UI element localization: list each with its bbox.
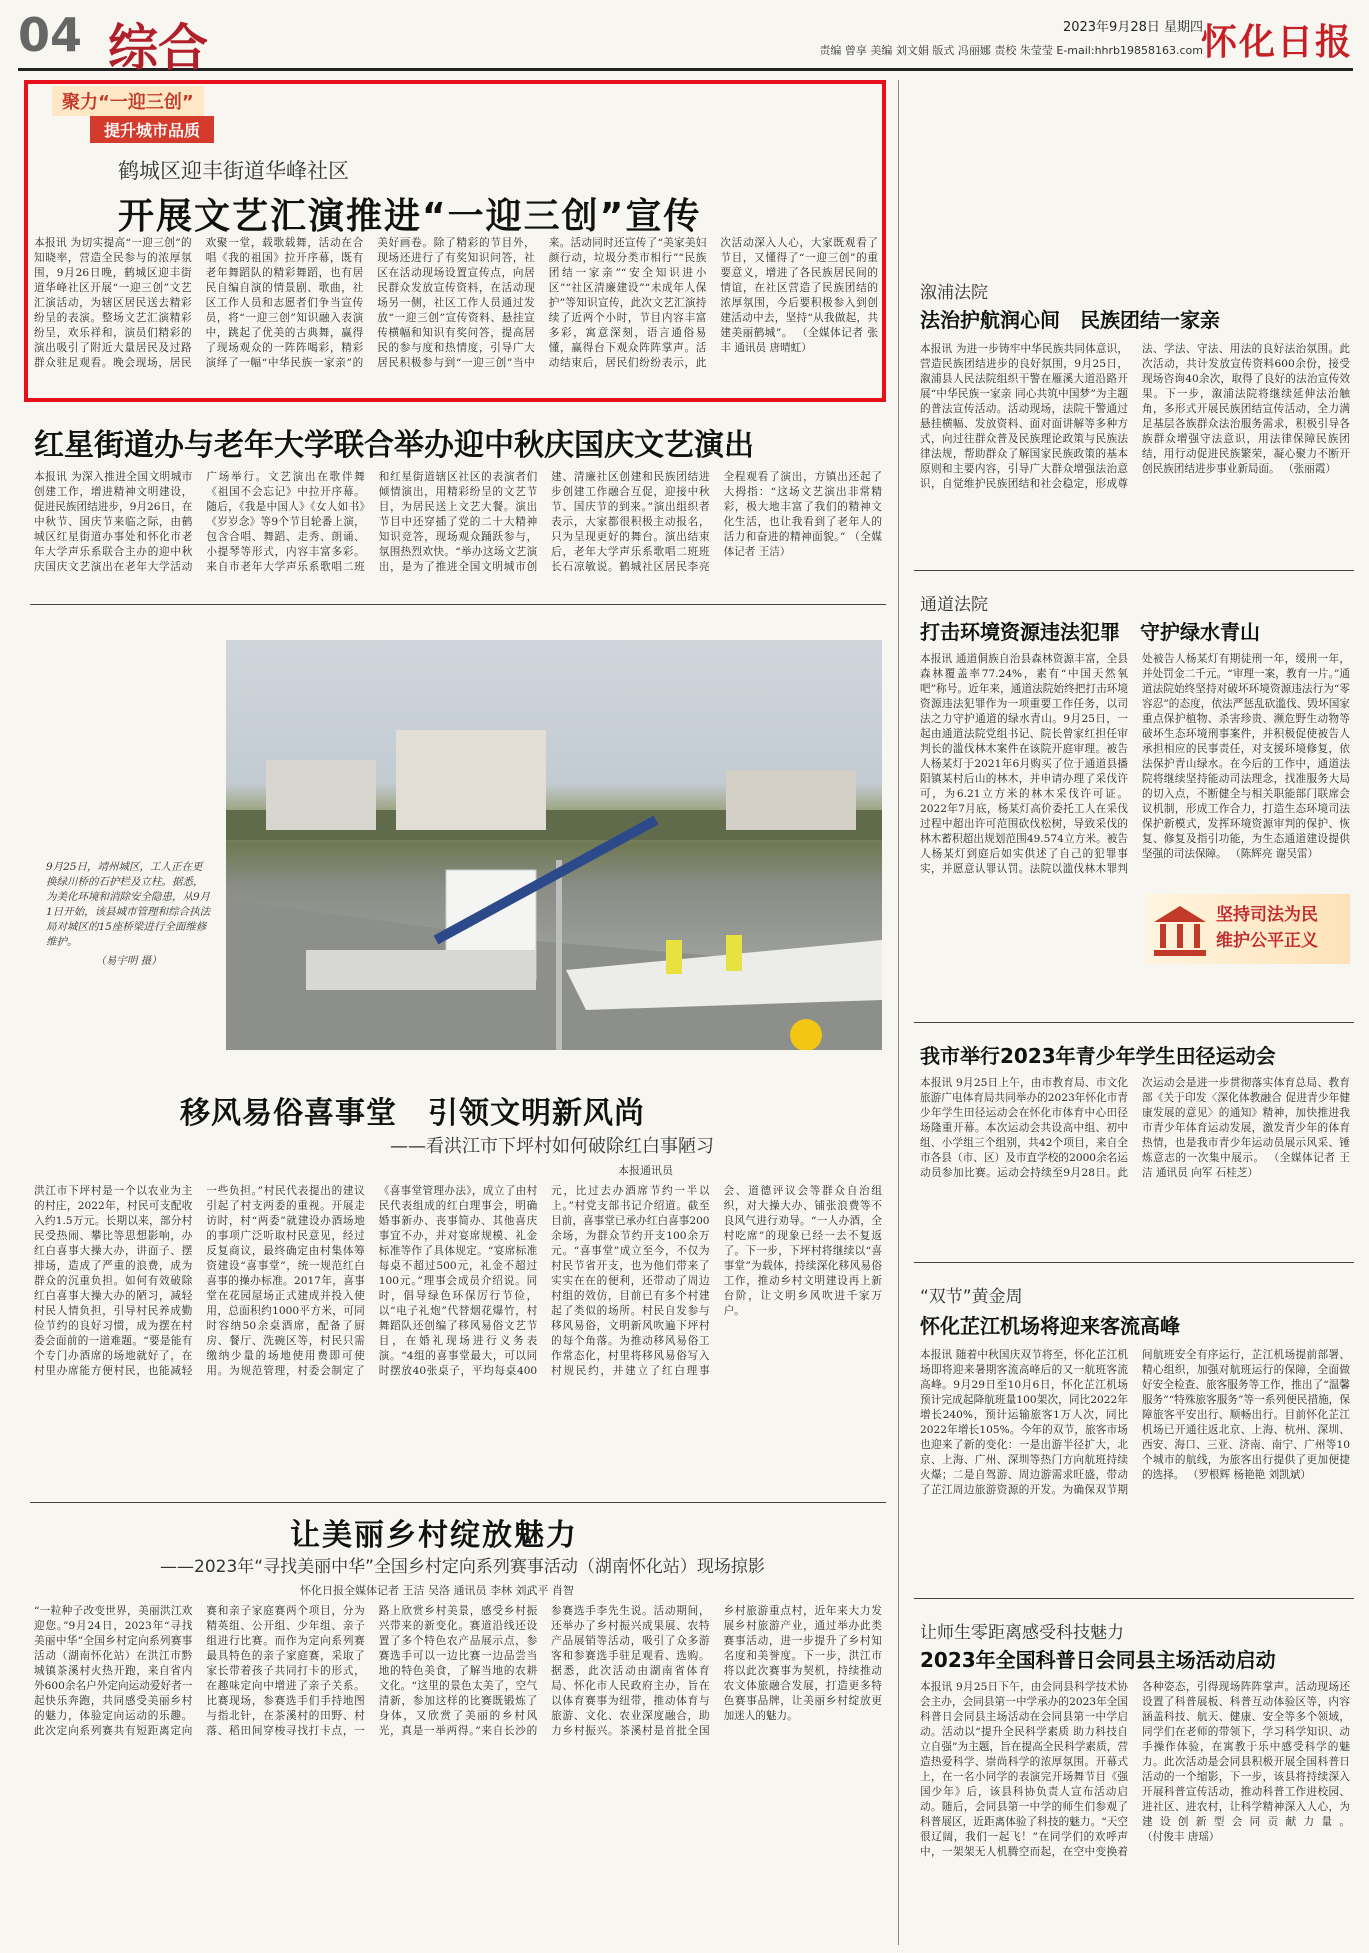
article-2-text: 本报讯 为深入推进全国文明城市创建工作，增进精神文明建设，促进民族团结进步，9月26日，在中秋节、国庆节来临之际，由鹤城区红星街道办事处和怀化市老年大学声乐系联合主办的迎中秋庆国庆文艺演出在老年大学活动广场举行。文艺演出在歌伴舞《祖国不会忘记》中拉开序幕。随后，《我是中国人》《女人如书》《岁岁念》等9个节目轮番上演，包含合唱、舞蹈、走秀、朗诵、小提琴等形式，内容丰富多彩。来自市老年大学声乐系歌唱二班和红星街道辖区社区的表演者们倾情演出，用精彩纷呈的文艺节目，为居民送上文艺大餐。演出节目中还穿插了党的二十大精神知识竞答，现场观众踊跃参与，氛围热烈欢快。“举办这场文艺演出，是为了推进全国文明城市创建、清廉社区创建和民族团结进步创建工作融合互促，迎接中秋节、国庆节的到来。”演出组织者表示，大家都很积极主动报名，只为呈现更好的舞台。演出结束后，老年大学声乐系歌唱二班班长石凉敏说。鹤城社区居民李亮全程观看了演出，方镇出还起了大拇指：“这场文艺演出非常精彩，极大地丰富了我们的精神文化生活，也让我看到了老年人的活力和奋进的精神面貌。” [34,471,882,573]
building [396,730,546,830]
court-1-name: 溆浦法院 [920,283,988,303]
airport-headline: 怀化芷江机场将迎来客流高峰 [920,1314,1180,1338]
sports-text: 本报讯 9月25日上午，由市教育局、市文化旅游广电体育局共同举办的2023年怀化市青少年学生田径运动会在怀化市体育中心田径场隆重开幕。本次运动会共设高中组、初中组、小学组三个组别，共42个项目，来自全市各县（市、区）及市直学校的2000余名运动员参加比赛。运动会持续至9月28日。此次运动会是进一步贯彻落实体育总局、教育部《关于印发〈深化体教融合 促进青少年健康发展的意见〉的通知》精神，加快推进我市青少年体育运动发展，激发青少年的体育热情，也是我市青少年运动员展示风采、锤炼意志的一次集中展示。 [920,1077,1350,1179]
article-3-headline: 移风易俗喜事堂 引领文明新风尚 [180,1096,645,1131]
science-body [920,1680,1350,1944]
divider [914,1598,1354,1599]
section-title: 综合 [108,19,208,77]
court-2-byline: （陈辉亮 谢吴雷） [1230,848,1319,860]
airport-text: 本报讯 随着中秋国庆双节将至，怀化芷江机场即将迎来暑期客流高峰后的又一航班客流高峰。9月29日至10月6日，怀化芷江机场预计完成起降航班量100架次，同比2022年增长240%，预计运输旅客1万人次，同比2022年增长105%。今年的双节，旅客市场也迎来了新的变化：一是出游半径扩大，北京、上海、广州、深圳等热门方向航班持续火爆；二是自驾游、周边游需求旺盛，带动了芷江周边旅游资源的开发。为确保双节期间航班安全有序运行，芷江机场提前部署、精心组织，加强对航班运行的保障，全面做好安全检查、旅客服务等工作，推出了“温馨服务”“特殊旅客服务”等一系列便民措施，保障旅客平安出行、顺畅出行。目前怀化芷江机场已开通往返北京、上海、杭州、深圳、西安、海口、三亚、济南、南宁、广州等10个城市的航线，为旅客出行提供了更加便捷的选择。 [920,1349,1350,1496]
airport-kicker: “双节”黄金周 [920,1287,1023,1307]
article-4-body [34,1604,882,1944]
campaign-tag: 聚力“一迎三创” [52,86,204,116]
article-4-text: “一粒种子改变世界，美丽洪江欢迎您。”9月24日，2023年“寻找美丽中华”全国乡村定向系列赛事活动（湖南怀化站）在洪江市黔城镇茶溪村火热开跑，来自省内外600余名户外定向运动爱好者一起快乐奔跑，共同感受美丽乡村的魅力，体验定向运动的乐趣。此次定向系列赛共有短距离定向赛和亲子家庭赛两个项目，分为精英组、公开组、少年组、亲子组进行比赛。而作为定向系列赛最具特色的亲子家庭赛，采取了家长带着孩子共同打卡的形式，在趣味定向中增进了亲子关系。比赛现场，参赛选手们手持地图与指北针，在茶溪村的田野、村落、稻田间穿梭寻找打卡点，一路上欣赏乡村美景，感受乡村振兴带来的新变化。赛道沿线还设置了多个特色农产品展示点，参赛选手可以一边比赛一边品尝当地的特色美食，了解当地的农耕文化。“这里的景色太美了，空气清新，参加这样的比赛既锻炼了身体，又欣赏了美丽的乡村风光，真是一举两得。”来自长沙的参赛选手李先生说。活动期间，还举办了乡村振兴成果展、农特产品展销等活动，吸引了众多游客和参赛选手驻足观看、选购。据悉，此次活动由湖南省体育局、怀化市人民政府主办，旨在以体育赛事为纽带，推动体育与旅游、文化、农业深度融合，助力乡村振兴。茶溪村是首批全国乡村旅游重点村，近年来大力发展乡村旅游产业，通过举办此类赛事活动，进一步提升了乡村知名度和美誉度。下一步，洪江市将以此次赛事为契机，持续推动农文体旅融合发展，打造更多特色赛事品牌，让美丽乡村绽放更加迷人的魅力。 [34,1605,882,1737]
banner-slogan: 坚持司法为民 维护公平正义 [1216,905,1318,951]
court-1-headline: 法治护航润心间 民族团结一家亲 [920,308,1220,332]
court-2-name: 通道法院 [920,595,988,615]
editor-credits: 责编 曾享 美编 刘文娟 版式 冯丽娜 责校 朱莹莹 E-mail:hhrb19858163.com [819,44,1203,57]
article-3-subhead: ——看洪江市下坪村如何破除红白事陋习 [390,1136,714,1157]
court-2-text: 本报讯 通道侗族自治县森林资源丰富，全县森林覆盖率77.24%，素有“中国天然氧吧”称号。近年来，通道法院始终把打击环境资源违法犯罪作为一项重要工作任务，以司法之力守护通道的绿水青山。9月25日，一起由通道法院党组书记、院长曾家红担任审判长的滥伐林木案件在该院开庭审理。被告人杨某灯于2021年6月购买了位于通道县播阳镇某村后山的林木，并申请办理了采伐许可，为6.21立方米的林木采伐许可证。2022年7月底，杨某灯高价委托工人在采伐过程中超出许可范围砍伐松树，导致采伐的林木蓄积超出规划范围49.574立方米。被告人杨某灯到庭后如实供述了自己的犯罪事实，并愿意认罪认罚。法院以滥伐林木罪判处被告人杨某灯有期徒刑一年，缓刑一年，并处罚金二千元。“审理一案，教育一片。”通道法院始终坚持对破坏环境资源违法行为“零容忍”的态度，依法严惩乱砍滥伐、毁坏国家重点保护植物、杀害珍贵、濒危野生动物等破坏生态环境刑事案件，并积极促使被告人承担相应的民事责任，对支援环境修复，依法保护青山绿水。在今后的工作中，通道法院将继续坚持能动司法理念，找准服务大局的切入点，不断健全与相关职能部门联席会议机制，形成工作合力，打造生态环境司法保护新模式，发挥环境资源审判的保护、恢复、修复及指引功能，为生态通道建设提供坚强的司法保障。 [920,653,1350,875]
airport-body [920,1348,1350,1618]
science-byline: （付俊丰 唐瑶） [1142,1831,1220,1843]
divider [914,1022,1354,1023]
article-2-byline: （全媒体记者 王洁） [723,531,882,558]
article-1-text: 本报讯 为切实提高“一迎三创”的知晓率，营造全民参与的浓厚氛围，9月26日晚，鹤城区迎丰街道华峰社区开展“一迎三创”文艺汇演活动，为辖区居民送去精彩纷呈的表演。整场文艺汇演精彩纷呈，欢乐祥和，演员们精彩的演出吸引了附近大量居民及过路群众驻足观看。晚会现场，居民欢聚一堂，载歌载舞，活动在合唱《我的祖国》拉开序幕，既有老年舞蹈队的精彩舞蹈，也有居民自编自演的情景剧、歌曲，社区工作人员和志愿者们争当宣传员，将“一迎三创”知识融入表演中，跳起了优美的古典舞，赢得了现场观众的一阵阵喝彩，精彩演绎了一幅“中华民族一家亲”的美好画卷。除了精彩的节目外，现场还进行了有奖知识问答，社区在活动现场设置宣传点，向居民群众发放宣传资料，在活动现场另一侧，社区工作人员通过发放“一迎三创”宣传资料、悬挂宣传横幅和知识有奖问答，提高居民的参与度和热情度，引导广大居民积极参与到“一迎三创”当中来。活动同时还宣传了“美家美妇颜行动，垃圾分类市相行”“民族团结一家亲”“安全知识进小区”“社区清廉建设”“未成年人保护”等知识宣传，此次文艺汇演持续了近两个小时，节目内容丰富多彩，寓意深刻，语言通俗易懂，赢得台下观众阵阵掌声。活动结束后，居民们纷纷表示，此次活动深入人心，大家既观看了节目，又懂得了“一迎三创”的重要意义，增进了各民族居民间的情谊，在社区营造了民族团结的浓厚氛围，今后要积极参入到创建活动中去，坚持“从我做起，共建美丽鹤城”。 [34,237,878,369]
article-1-kicker: 鹤城区迎丰街道华峰社区 [118,159,349,183]
article-2-headline: 红星街道办与老年大学联合举办迎中秋庆国庆文艺演出 [34,428,754,463]
article-1-byline: （全媒体记者 张丰 通讯员 唐晴虹） [720,327,878,354]
article-4-subhead: ——2023年“寻找美丽中华”全国乡村定向系列赛事活动（湖南怀化站）现场掠影 [160,1557,765,1577]
sports-byline: （全媒体记者 王洁 通讯员 向军 石桂芝） [1142,1152,1350,1179]
article-3-byline: 本报通讯员 [618,1164,673,1177]
page-header [18,8,1353,77]
topic-tag: 提升城市品质 [90,116,214,143]
article-3-body [34,1184,882,1496]
article-3-text: 洪江市下坪村是一个以农业为主的村庄，2022年，村民可支配收入约1.5万元。长期以来，部分村民受热闹、攀比等思想影响，办红白喜事大操大办，讲面子、摆排场，造成了严重的浪费，成为群众的沉重负担。如何有效破除红白喜事大操大办的陋习，减轻村民人情负担，引导村民养成勤俭节约的良好习惯，成为摆在村委会面前的一道难题。“要是能有个专门办酒席的场地就好了，在村里办席能方便村民，也能减轻一些负担。”村民代表提出的建议引起了村支两委的重视。开展走访时，村“两委”就建设办酒场地的事项广泛听取村民意见，经过反复商议，最终确定由村集体筹资建设“喜事堂”，统一规范红白喜事的操办标准。2017年，喜事堂在花园屋场正式建成并投入使用，总面积约1000平方米，可同时容纳50余桌酒席，配备了厨房、餐厅、洗碗区等，村民只需缴纳少量的场地使用费即可使用。为规范管理，村委会制定了《喜事堂管理办法》，成立了由村民代表组成的红白理事会，明确婚事新办、丧事简办、其他喜庆事宜不办，并对宴席规模、礼金标准等作了具体规定。“宴席标准每桌不超过500元，礼金不超过100元。”理事会成员介绍说。同时，倡导绿色环保厉行节俭，以“电子礼炮”代替烟花爆竹，村舞蹈队还创编了移风易俗文艺节目，在婚礼现场进行义务表演。“4组的喜事堂最大，可以同时摆放40张桌子，平均每桌400元，比过去办酒席节约一半以上。”村党支部书记介绍道。截至目前，喜事堂已承办红白喜事200余场，为群众节约开支100余万元。“喜事堂”成立至今，不仅为村民节省开支，也为他们带来了实实在在的便利，还带动了周边村组的效仿，目前已有多个村建起了类似的场所。村民自发参与移风易俗，文明新风吹遍下坪村的每个角落。为推动移风易俗工作常态化，村里将移风易俗写入村规民约，并建立了红白理事会、道德评议会等群众自治组织，对大操大办、铺张浪费等不良风气进行劝导。“一人办酒，全村吃席”的现象已经一去不复返了。下一步，下坪村将继续以“喜事堂”为载体，持续深化移风易俗工作，推动乡村文明建设再上新台阶，让文明乡风吹进千家万户。 [34,1185,882,1377]
science-text: 本报讯 9月25日下午，由会同县科学技术协会主办，会同县第一中学承办的2023年全国科普日会同县主场活动在会同县第一中学启动。活动以“提升全民科学素质 助力科技自立自强”为主题，旨在提高全民科学素质，营造热爱科学、崇尚科学的浓厚氛围。开幕式上，在一名小同学的表演完开场舞节目《强国少年》后，该县科协负责人宣布活动启动。随后，会同县第一中学的师生们参观了科普展区，近距离体验了科技的魅力。“天空很辽阔，我们一起飞！”在同学们的欢呼声中，一架架无人机腾空而起，在空中变换着各种姿态，引得现场阵阵掌声。活动现场还设置了科普展板、科普互动体验区等，内容涵盖科技、航天、健康、安全等多个领域，同学们在老师的带领下，学习科学知识、动手操作体验，在寓教于乐中感受科学的魅力。此次活动是会同县积极开展全国科普日活动的一个缩影，下一步，该县将持续深入开展科普宣传活动，推动科普工作进校园、进社区、进农村，让科学精神深入人心，为建设创新型会同贡献力量。 [920,1681,1350,1858]
article-2-body [34,470,882,592]
building [266,760,376,830]
article-4-headline: 让美丽乡村绽放魅力 [290,1518,578,1553]
issue-date: 2023年9月28日 星期四 [1062,20,1203,35]
photo-credit: （易宇明 摄） [95,955,162,967]
justice-banner [1146,894,1350,964]
worker [666,940,682,974]
court-1-byline: （张丽霞） [1283,463,1337,475]
lamp-pole [556,860,562,1050]
article-1-headline: 开展文艺汇演推进“一迎三创”宣传 [118,196,702,237]
bucket [790,1019,822,1050]
news-photo [226,640,882,1050]
page-number: 04 [18,8,83,62]
column-divider [898,80,899,1945]
court-1-body [920,342,1350,528]
truck [306,950,536,990]
court-2-headline: 打击环境资源违法犯罪 守护绿水青山 [920,620,1260,644]
science-headline: 2023年全国科普日会同县主场活动启动 [920,1648,1276,1672]
building [726,770,856,830]
divider [30,1502,886,1503]
bridge-repair-photo [226,640,882,1050]
science-kicker: 让师生零距离感受科技魅力 [920,1623,1124,1643]
court-1-text: 本报讯 为进一步铸牢中华民族共同体意识，营造民族团结进步的良好氛围，9月25日，溆浦县人民法院组织干警在雁溪大道沿路开展“中华民族一家亲 同心共筑中国梦”为主题的普法宣传活动。活动现场，法院干警通过悬挂横幅、发放资料、面对面讲解等多种方式，向过往群众普及民族理论政策与民族法律法规，帮助群众了解国家民族政策的基本原则和主要内容，引导广大群众增强法治意识，自觉维护民族团结和社会稳定，形成尊法、学法、守法、用法的良好法治氛围。此次活动，共计发放宣传资料600余份，接受现场咨询40余次，取得了良好的法治宣传效果。下一步，溆浦法院将继续延伸法治触角，多形式开展民族团结宣传活动，全力满足基层各族群众法治服务需求，积极引导各族群众增强守法意识，用法律保障民族团结，用行动促进民族繁荣，凝心聚力不断开创民族团结进步事业新局面。 [920,343,1350,490]
worker [726,935,742,971]
article-4-byline: 怀化日报全媒体记者 王洁 吴洛 通讯员 李林 刘武平 肖智 [300,1584,574,1597]
divider [914,570,1354,571]
article-1-body [34,236,878,382]
airport-byline: （罗根辉 杨艳艳 刘凯斌） [1187,1469,1312,1481]
sports-headline: 我市举行2023年青少年学生田径运动会 [920,1044,1276,1068]
photo-caption-text: 9月25日，靖州城区，工人正在更换绿川桥的石护栏及立柱。据悉，为美化环境和消除安全隐患，从9月1日开始，该县城市管理和综合执法局对城区的15座桥梁进行全面维修维护。 [46,861,211,948]
sports-body [920,1076,1350,1246]
divider [914,1262,1354,1263]
divider [30,604,886,605]
newspaper-logo: 怀化日报 [1200,21,1353,63]
court-building-icon [1150,900,1210,960]
photo-caption [46,860,211,969]
